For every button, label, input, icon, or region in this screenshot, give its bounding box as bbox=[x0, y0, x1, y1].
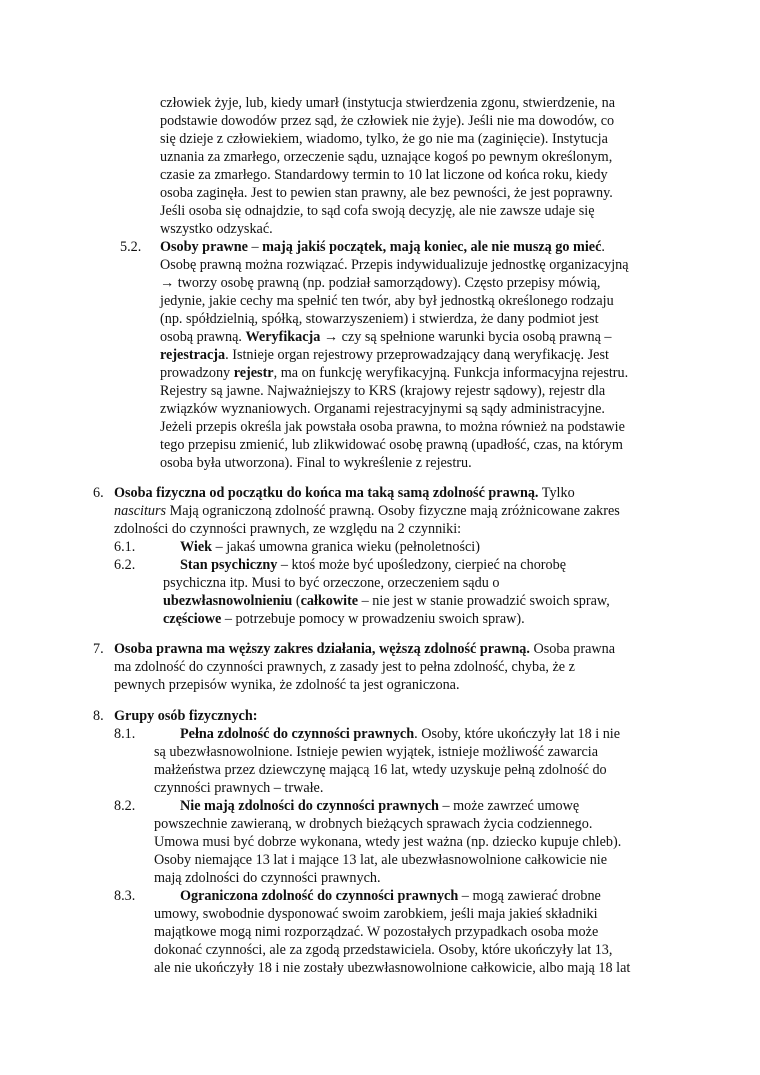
text-line bbox=[160, 346, 609, 364]
section-heading bbox=[160, 238, 605, 256]
text-line bbox=[114, 502, 620, 520]
text-line bbox=[180, 538, 480, 556]
bold-term: Nie mają zdolności do czynności prawnych bbox=[180, 798, 439, 814]
text-line: Osobę prawną można rozwiązać. Przepis indywidualizuje jednostkę organizacyjną bbox=[160, 257, 629, 273]
text-span: prowadzony bbox=[160, 365, 234, 381]
text-line: Jeśli osoba się odnajdzie, to sąd cofa swoją decyzję, ale nie zawsze udaje się bbox=[160, 203, 595, 219]
section-number: 6.2. bbox=[114, 557, 136, 573]
bold-term: rejestracja bbox=[160, 347, 226, 363]
heading-bold: mają jakiś początek, mają koniec, ale nie muszą go mieć bbox=[262, 239, 602, 255]
text-line bbox=[114, 484, 575, 502]
bold-term: Weryfikacja bbox=[245, 329, 321, 345]
text-line: psychiczna itp. Musi to być orzeczone, orzeczeniem sądu o bbox=[163, 575, 500, 591]
text-line bbox=[114, 640, 615, 658]
text-span: . Osoby, które ukończyły lat 18 i nie bbox=[414, 726, 621, 742]
text-line bbox=[180, 797, 579, 815]
text-line: osoba zaginęła. Jest to pewien stan prawny, ale bez pewności, że jest poprawny. bbox=[160, 185, 613, 201]
section-number: 5.2. bbox=[120, 239, 142, 255]
bold-term: rejestr bbox=[233, 365, 274, 381]
section-number: 8. bbox=[93, 708, 104, 724]
text-span: osobą prawną. bbox=[160, 329, 246, 345]
text-line bbox=[180, 725, 620, 743]
section-heading: Osoba fizyczna od początku do końca ma taką samą zdolność prawną. bbox=[114, 485, 539, 501]
text-line: pewnych przepisów wynika, że zdolność ta jest ograniczona. bbox=[114, 677, 460, 693]
bold-term: Pełna zdolność do czynności prawnych bbox=[180, 726, 415, 742]
bold-term: częściowe bbox=[163, 611, 222, 627]
arrow-right-icon: → bbox=[160, 275, 175, 291]
text-span: , ma on funkcję weryfikacyjną. Funkcja informacyjna rejestru. bbox=[273, 365, 629, 381]
section-number: 6. bbox=[93, 485, 104, 501]
text-span: → czy są spełnione warunki bycia osobą prawną – bbox=[320, 329, 612, 345]
text-line bbox=[163, 610, 525, 628]
text-line: dokonać czynności, ale za zgodą przedstawiciela. Osoby, które ukończyły lat 13, bbox=[154, 942, 613, 958]
heading-bold: Osoby prawne bbox=[160, 239, 248, 255]
text-span: Tylko bbox=[538, 485, 575, 501]
text-span: – mogą zawierać drobne bbox=[458, 888, 601, 904]
text-line: osoba była utworzona). Final to wykreślenie z rejestru. bbox=[160, 455, 472, 471]
heading-end: . bbox=[601, 239, 605, 255]
text-line: wszystko odzyskać. bbox=[160, 221, 273, 237]
heading-dash: – bbox=[247, 239, 263, 255]
text-line: majątkowe mogą nimi rozporządzać. W pozostałych przypadkach osoba może bbox=[154, 924, 599, 940]
text-line: powszechnie zawieraną, w drobnych bieżących sprawach życia codziennego. bbox=[154, 816, 593, 832]
section-number: 6.1. bbox=[114, 539, 136, 555]
text-span: – ktoś może być upośledzony, cierpieć na chorobę bbox=[277, 557, 566, 573]
text-span: – może zawrzeć umowę bbox=[438, 798, 580, 814]
text-span: Mają ograniczoną zdolność prawną. Osoby fizyczne mają zróżnicowane zakres bbox=[166, 503, 620, 519]
text-line: człowiek żyje, lub, kiedy umarł (instytucja stwierdzenia zgonu, stwierdzenie, na bbox=[160, 95, 616, 111]
bold-term: Wiek bbox=[180, 539, 213, 555]
text-line: małżeństwa przez dziewczynę mającą 16 lat, wtedy uzyskuje pełną zdolność do bbox=[154, 762, 607, 778]
section-number: 7. bbox=[93, 641, 104, 657]
text-span: . Istnieje organ rejestrowy przeprowadzający daną weryfikację. Jest bbox=[225, 347, 609, 363]
text-line bbox=[160, 274, 600, 292]
text-line: Umowa musi być dobrze wykonana, wtedy jest ważna (np. dziecko kupuje chleb). bbox=[154, 834, 622, 850]
text-line bbox=[160, 364, 628, 382]
text-span: – nie jest w stanie prowadzić swoich spraw, bbox=[358, 593, 610, 609]
heading-bold: Grupy osób fizycznych: bbox=[114, 708, 258, 724]
text-line: Jeżeli przepis określa jak powstała osoba prawna, to można również na podstawie bbox=[160, 419, 625, 435]
text-line: podstawie dowodów przez sąd, że człowiek nie żyje). Jeśli nie ma dowodów, co bbox=[160, 113, 615, 129]
bold-term: Stan psychiczny bbox=[180, 557, 278, 573]
text-line bbox=[180, 556, 566, 574]
text-line bbox=[160, 328, 612, 346]
text-line: jedynie, jakie cechy ma spełnić ten twór, aby był jednostką określonego rodzaju bbox=[160, 293, 614, 309]
text-line: mają zdolności do czynności prawnych. bbox=[154, 870, 381, 886]
text-line: ale nie ukończyły 18 i nie zostały ubezwłasnowolnione całkowicie, albo mają 18 lat bbox=[154, 960, 631, 976]
section-heading bbox=[114, 707, 257, 725]
bold-term: całkowite bbox=[300, 593, 359, 609]
bold-term: Ograniczona zdolność do czynności prawnych bbox=[180, 888, 459, 904]
text-span: tworzy osobę prawną (np. podział samorządowy). Często przepisy mówią, bbox=[174, 275, 601, 291]
section-number: 8.3. bbox=[114, 888, 136, 904]
text-span: ( bbox=[292, 593, 301, 609]
text-line: tego przepisu zmienić, lub zlikwidować osobę prawną (upadłość, czas, na którym bbox=[160, 437, 623, 453]
bold-term: ubezwłasnowolnieniu bbox=[163, 593, 293, 609]
text-line: Osoby niemające 13 lat i mające 13 lat, ale ubezwłasnowolnione całkowicie nie bbox=[154, 852, 608, 868]
text-line: uznania za zmarłego, orzeczenie sądu, uznające kogoś po pewnym określonym, bbox=[160, 149, 613, 165]
text-span: Osoba prawna bbox=[529, 641, 616, 657]
text-line: czasie za zmarłego. Standardowy termin to 10 lat liczone od końca roku, kiedy bbox=[160, 167, 608, 183]
text-line: (np. spółdzielnią, spółką, stowarzyszeniem) i stwierdza, że dany podmiot jest bbox=[160, 311, 599, 327]
text-line: związków wyznaniowych. Organami rejestracyjnymi są sądy administracyjne. bbox=[160, 401, 605, 417]
text-span: – jakaś umowna granica wieku (pełnoletności) bbox=[212, 539, 480, 555]
section-heading: Osoba prawna ma węższy zakres działania, węższą zdolność prawną. bbox=[114, 641, 530, 657]
text-line: ma zdolność do czynności prawnych, z zasady jest to pełna zdolność, chyba, że z bbox=[114, 659, 575, 675]
text-span: – potrzebuje pomocy w prowadzeniu swoich spraw). bbox=[221, 611, 525, 627]
text-line: się dzieje z człowiekiem, wiadomo, tylko, że go nie ma (zaginięcie). Instytucja bbox=[160, 131, 608, 147]
text-line bbox=[180, 887, 601, 905]
text-line: czynności prawnych – trwałe. bbox=[154, 780, 324, 796]
section-number: 8.1. bbox=[114, 726, 136, 742]
text-line bbox=[163, 592, 610, 610]
text-line: Rejestry są jawne. Najważniejszy to KRS (krajowy rejestr sądowy), rejestr dla bbox=[160, 383, 606, 399]
text-line: zdolności do czynności prawnych, ze względu na 2 czynniki: bbox=[114, 521, 462, 537]
text-line: umowy, swobodnie dysponować swoim zarobkiem, jeśli maja jakieś składniki bbox=[154, 906, 598, 922]
text-line: są ubezwłasnowolnione. Istnieje pewien wyjątek, istnieje możliwość zawarcia bbox=[154, 744, 598, 760]
italic-term: nasciturs bbox=[114, 503, 167, 519]
section-number: 8.2. bbox=[114, 798, 136, 814]
